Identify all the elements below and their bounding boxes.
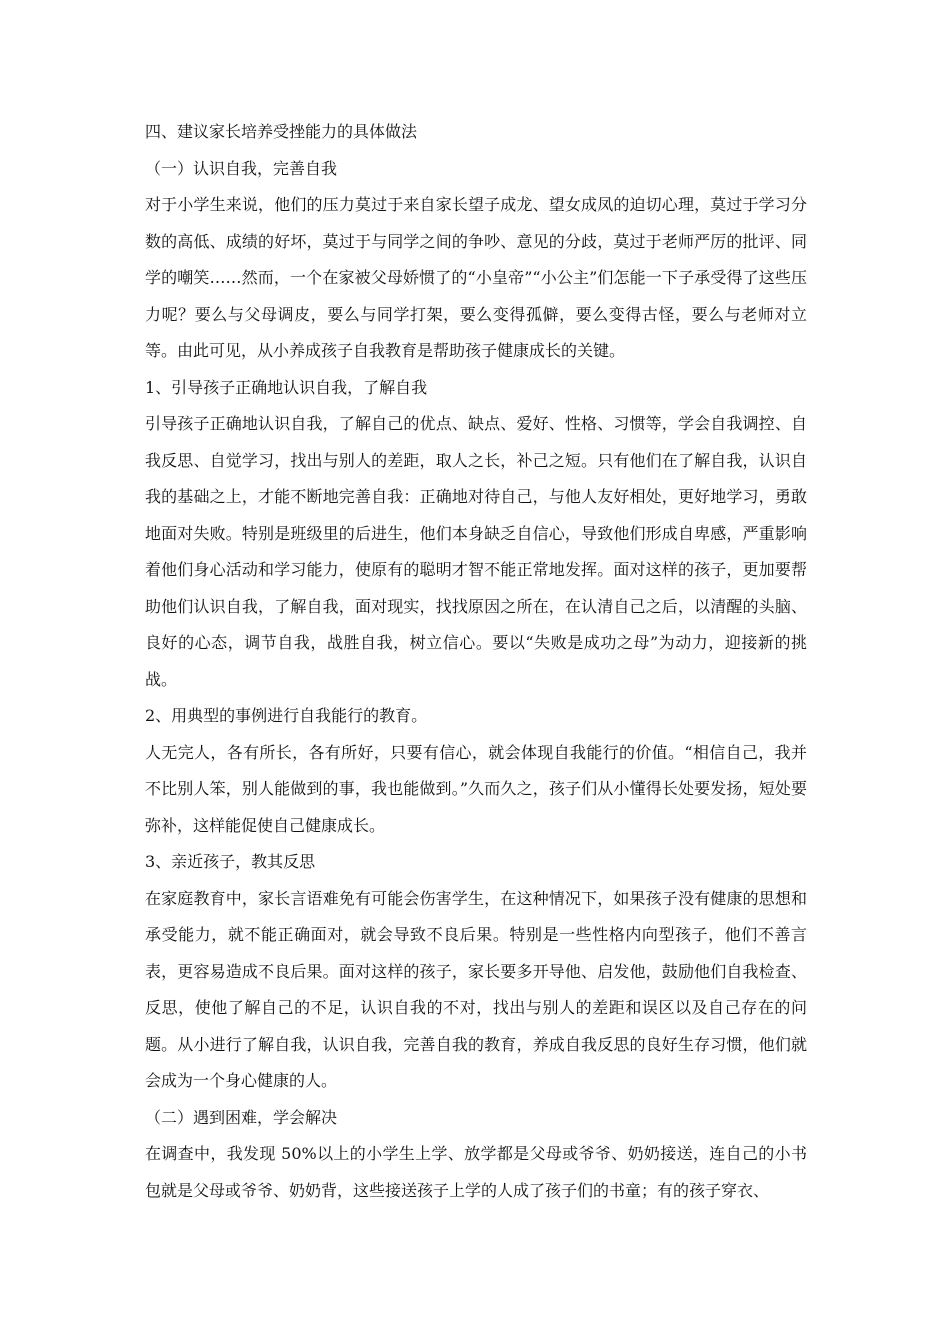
subsection-heading-two: （二）遇到困难，学会解决 bbox=[145, 1107, 338, 1127]
paragraph-self-awareness: 引导孩子正确地认识自我，了解自己的优点、缺点、爱好、性格、习惯等，学会自我调控、自我反思、自觉学习，找出与别人的差距，取人之长，补己之短。只有他们在了解自我，认识自我的基础之上，才能不断地完善自我：正确地对待自己，与他人友好相处，更好地学习，勇敢地面对失败。特别是班级里的后进生，他们本身缺乏自信心，导致他们形成自卑感，严重影响着他们身心活动和学习能力，使原有的聪明才智不能正常地发挥。面对这样的孩子，更加要帮助他们认识自我，了解自我，面对现实，找找原因之所在，在认清自己之后，以清醒的头脑、良好的心态，调节自我，战胜自我，树立信心。要以“失败是成功之母”为动力，迎接新的挑战。 bbox=[145, 414, 807, 689]
item-heading-1: 1、引导孩子正确地认识自我，了解自我 bbox=[145, 377, 428, 397]
document-body bbox=[145, 114, 807, 1209]
item-heading-3: 3、亲近孩子，教其反思 bbox=[145, 852, 316, 871]
section-heading-four: 四、建议家长培养受挫能力的具体做法 bbox=[145, 122, 418, 141]
paragraph-pressure: 对于小学生来说，他们的压力莫过于来自家长望子成龙、望女成凤的迫切心理，莫过于学习分数的高低、成绩的好坏，莫过于与同学之间的争吵、意见的分歧，莫过于老师严厉的批评、同学的嘲笑……然而，一个在家被父母娇惯了的“小皇帝”“小公主”们怎能一下子承受得了这些压力呢？要么与父母调皮，要么与同学打架，要么变得孤僻，要么变得古怪，要么与老师对立等。由此可见，从小养成孩子自我教育是帮助孩子健康成长的关键。 bbox=[145, 195, 807, 360]
paragraph-confidence: 人无完人，各有所长，各有所好，只要有信心，就会体现自我能行的价值。“相信自己，我并不比别人笨，别人能做到的事，我也能做到。”久而久之，孩子们从小懂得长处要发扬，短处要弥补，这样能促使自己健康成长。 bbox=[145, 742, 807, 835]
paragraph-reflection: 在家庭教育中，家长言语难免有可能会伤害学生，在这种情况下，如果孩子没有健康的思想和承受能力，就不能正确面对，就会导致不良后果。特别是一些性格内向型孩子，他们不善言表，更容易造成不良后果。面对这样的孩子，家长要多开导他、启发他，鼓励他们自我检查、反思，使他了解自己的不足，认识自我的不对，找出与别人的差距和误区以及自己存在的问题。从小进行了解自我，认识自我，完善自我的教育，养成自我反思的良好生存习惯，他们就会成为一个身心健康的人。 bbox=[145, 888, 807, 1090]
item-heading-2: 2、用典型的事例进行自我能行的教育。 bbox=[145, 706, 428, 725]
paragraph-survey: 在调查中，我发现 50%以上的小学生上学、放学都是父母或爷爷、奶奶接送，连自己的小书包就是父母或爷爷、奶奶背，这些接送孩子上学的人成了孩子们的书童；有的孩子穿衣、 bbox=[145, 1144, 807, 1200]
subsection-heading-one: （一）认识自我，完善自我 bbox=[145, 158, 338, 178]
